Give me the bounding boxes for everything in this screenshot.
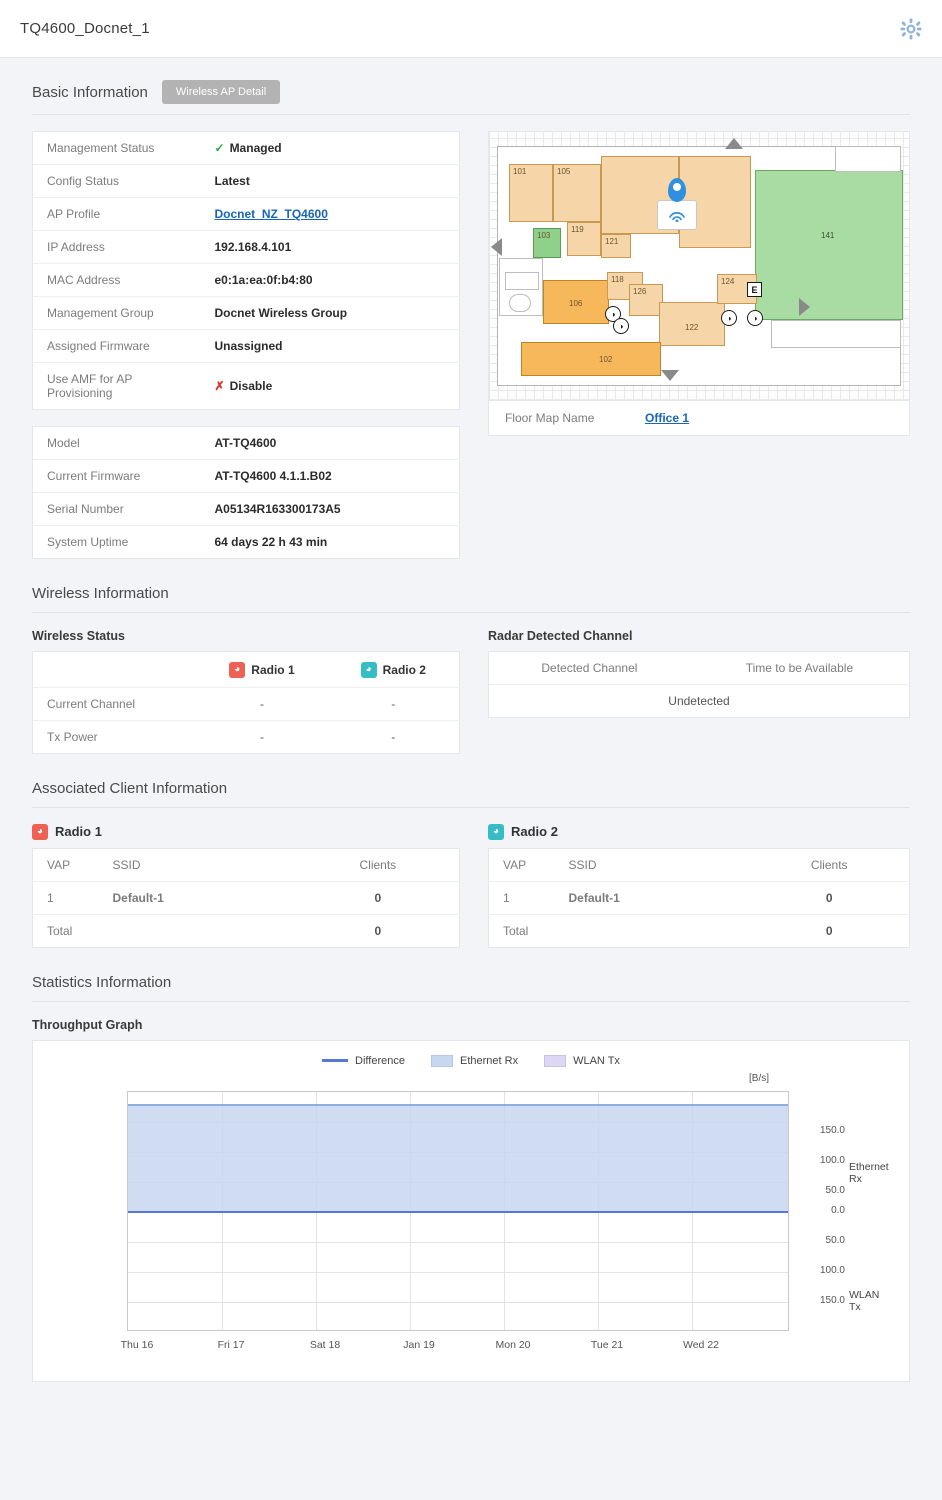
- radio2-header: [328, 652, 460, 688]
- x-tick: Jan 19: [403, 1338, 435, 1351]
- legend-item-ethernet-rx[interactable]: [431, 1055, 518, 1067]
- assigned-firmware-value: Unassigned: [201, 330, 460, 363]
- wifi-icon: ◕: [361, 662, 377, 678]
- page-content: [0, 58, 942, 1422]
- vap-value: 1: [33, 881, 99, 914]
- wifi-icon: ◕: [229, 662, 245, 678]
- check-icon: ✓: [214, 141, 225, 155]
- blank-header: [33, 652, 197, 688]
- tab-wireless-ap-detail[interactable]: Wireless AP Detail: [162, 80, 280, 104]
- radar-title: Radar Detected Channel: [488, 629, 633, 643]
- table-row: [489, 685, 910, 718]
- divider: [32, 807, 910, 808]
- room-101: 101: [509, 164, 553, 222]
- row-value: [201, 132, 460, 165]
- time-available-header: Time to be Available: [690, 652, 910, 685]
- room-bottom-right: [771, 320, 901, 348]
- y-tick: 150.0: [819, 1124, 845, 1136]
- row-label: Use AMF for AP Provisioning: [47, 372, 133, 400]
- clients-value: 0: [749, 881, 909, 914]
- wifi-icon: ◕: [32, 824, 48, 840]
- current-channel-radio2: -: [328, 687, 460, 720]
- axis-label-wlan-tx: WLAN Tx: [849, 1288, 880, 1313]
- clients-header: Clients: [749, 848, 909, 881]
- x-tick: Fri 17: [217, 1338, 245, 1351]
- x-tick: Thu 16: [120, 1338, 154, 1351]
- vap-header: VAP: [33, 848, 99, 881]
- ap-info-table: [32, 131, 460, 410]
- room-124: 124: [717, 274, 757, 304]
- cross-icon: ✗: [214, 379, 225, 393]
- management-status-value: Managed: [229, 141, 282, 155]
- table-row: [33, 687, 460, 720]
- total-label: Total: [47, 923, 73, 938]
- total-blank: [555, 914, 750, 947]
- floor-map-canvas[interactable]: [489, 132, 909, 400]
- chart-legend: [49, 1055, 893, 1067]
- associated-columns: [32, 824, 910, 948]
- row-label: IP Address: [33, 231, 201, 264]
- legend-label: Difference: [355, 1054, 405, 1067]
- table-row: [33, 460, 460, 493]
- section-statistics-information: [32, 974, 910, 991]
- legend-label: Ethernet Rx: [459, 1054, 519, 1067]
- section-associated-client-information: [32, 780, 910, 797]
- x-tick: Sat 18: [309, 1338, 341, 1351]
- ap-badge-icon: [657, 200, 697, 230]
- y-tick: 100.0: [819, 1264, 845, 1276]
- room-119: 119: [567, 222, 601, 256]
- table-row: [33, 330, 460, 363]
- table-row: [489, 914, 910, 947]
- section-associated-label: Associated Client Information: [32, 779, 228, 797]
- ap-device-icon[interactable]: ◑: [721, 310, 737, 326]
- radio1-name: Radio 1: [55, 824, 102, 839]
- ap-profile-link[interactable]: Docnet_NZ_TQ4600: [214, 207, 328, 221]
- arrow-right-icon: [799, 298, 810, 316]
- x-tick: Wed 22: [683, 1338, 719, 1351]
- table-row: [33, 198, 460, 231]
- row-label: Config Status: [33, 165, 201, 198]
- divider: [32, 612, 910, 613]
- radar-block: [488, 629, 910, 718]
- table-header-row: [489, 848, 910, 881]
- row-label: Management Status: [33, 132, 201, 165]
- wireless-status-block: [32, 629, 460, 754]
- legend-swatch-box: [431, 1055, 453, 1067]
- basic-columns: [32, 131, 910, 559]
- spacer: [32, 410, 460, 426]
- room-121: 121: [601, 234, 631, 258]
- room-top-right: [835, 146, 901, 172]
- room-126: 126: [629, 284, 663, 316]
- table-header-row: [33, 652, 460, 688]
- divider: [32, 1001, 910, 1002]
- total-blank: [99, 914, 297, 947]
- table-row: [489, 881, 910, 914]
- wireless-status-table: [32, 651, 460, 754]
- x-tick: Tue 21: [590, 1338, 624, 1351]
- section-basic-information: [32, 80, 910, 104]
- chart-unit-label: [B/s]: [749, 1072, 770, 1084]
- row-value: [201, 198, 460, 231]
- ap-device-icon[interactable]: ◑: [747, 310, 763, 326]
- total-clients: 0: [374, 923, 382, 938]
- wireless-status-title: Wireless Status: [32, 629, 125, 643]
- exit-marker-icon[interactable]: E: [747, 282, 762, 297]
- legend-item-wlan-tx[interactable]: [544, 1055, 620, 1067]
- row-label: Management Group: [33, 297, 201, 330]
- vap-header: VAP: [489, 848, 555, 881]
- management-group-value: Docnet Wireless Group: [201, 297, 460, 330]
- associated-radio2-block: [488, 824, 910, 948]
- floor-map-link[interactable]: Office 1: [645, 411, 690, 425]
- y-tick: 150.0: [819, 1294, 845, 1306]
- y-tick: 50.0: [825, 1184, 845, 1196]
- current-channel-radio1: -: [196, 687, 327, 720]
- radar-table: [488, 651, 910, 718]
- arrow-up-icon: [725, 138, 743, 149]
- table-row: [33, 493, 460, 526]
- room-103: 103: [533, 228, 561, 258]
- table-row: [33, 720, 460, 753]
- series-difference: [128, 1211, 788, 1213]
- map-card: [488, 131, 910, 436]
- room-122: 122: [659, 302, 725, 346]
- map-pin-icon[interactable]: [657, 188, 701, 230]
- radio1-header: [196, 652, 327, 688]
- throughput-chart-card: [32, 1040, 910, 1382]
- table-header-row: [489, 652, 910, 685]
- model-value: AT-TQ4600: [201, 427, 460, 460]
- legend-swatch-line: [322, 1059, 348, 1062]
- table-row: [33, 132, 460, 165]
- ap-device-icon[interactable]: ◑: [605, 306, 621, 322]
- row-label: MAC Address: [33, 264, 201, 297]
- row-label: AP Profile: [33, 198, 201, 231]
- tx-power-radio2: -: [391, 729, 396, 744]
- table-row: [33, 297, 460, 330]
- row-label: Assigned Firmware: [33, 330, 201, 363]
- ssid-value: Default-1: [99, 881, 297, 914]
- radar-status: Undetected: [668, 694, 730, 708]
- radio1-clients-table: [32, 848, 460, 948]
- system-uptime-value: 64 days 22 h 43 min: [214, 535, 328, 549]
- config-status-value: Latest: [201, 165, 460, 198]
- y-tick: 0.0: [831, 1204, 845, 1216]
- radio2-clients-table: [488, 848, 910, 948]
- total-label: Total: [503, 923, 529, 938]
- clients-value: 0: [297, 881, 460, 914]
- floor-map-label: Floor Map Name: [505, 411, 595, 425]
- table-row: [33, 264, 460, 297]
- current-firmware-value: AT-TQ4600 4.1.1.B02: [201, 460, 460, 493]
- room-105: 105: [553, 164, 601, 222]
- device-info-table: [32, 426, 460, 559]
- section-basic-label: Basic Information: [32, 83, 148, 101]
- table-row: [33, 526, 460, 559]
- pin-drop-icon: [668, 178, 686, 202]
- room-106: 106: [543, 280, 609, 324]
- throughput-graph-title: Throughput Graph: [32, 1017, 143, 1032]
- radio2-name: Radio 2: [511, 824, 558, 839]
- amf-provisioning-value: Disable: [229, 379, 273, 393]
- vap-value: 1: [489, 881, 555, 914]
- radio1-title: [32, 824, 460, 840]
- associated-radio1-block: [32, 824, 460, 948]
- gear-icon[interactable]: [900, 18, 922, 40]
- total-clients: 0: [825, 923, 833, 938]
- detected-channel-header: Detected Channel: [489, 652, 690, 685]
- radio1-label: Radio 1: [251, 662, 295, 677]
- section-wireless-label: Wireless Information: [32, 585, 169, 602]
- title-bar: [0, 0, 942, 58]
- legend-label: WLAN Tx: [573, 1054, 620, 1067]
- section-wireless-information: [32, 585, 910, 602]
- row-label: Current Channel: [33, 687, 197, 720]
- basic-left-column: [32, 131, 460, 559]
- arrow-left-icon: [491, 238, 502, 256]
- section-statistics-label: Statistics Information: [32, 973, 172, 991]
- clients-header: Clients: [297, 848, 460, 881]
- divider: [32, 114, 910, 115]
- ip-address-value: 192.168.4.101: [201, 231, 460, 264]
- room-118: 118: [607, 272, 643, 300]
- chart-plot-area: [49, 1073, 893, 1363]
- ssid-header: SSID: [555, 848, 750, 881]
- chart-canvas: [127, 1091, 789, 1331]
- floor-map-card: [488, 131, 910, 436]
- y-tick: 50.0: [825, 1234, 845, 1246]
- row-label: Serial Number: [33, 493, 201, 526]
- ssid-header: SSID: [99, 848, 297, 881]
- page-title: TQ4600_Docnet_1: [20, 20, 150, 37]
- ap-device-icon[interactable]: ◑: [613, 318, 629, 334]
- row-label: Current Firmware: [33, 460, 201, 493]
- radio2-label: Radio 2: [382, 662, 426, 677]
- series-ethernet-rx: [128, 1104, 788, 1212]
- table-row: [33, 363, 460, 410]
- row-label: Model: [33, 427, 201, 460]
- ssid-value: Default-1: [555, 881, 750, 914]
- row-label: Tx Power: [47, 729, 98, 744]
- table-row: [33, 881, 460, 914]
- tx-power-radio1: -: [259, 729, 264, 744]
- floor-map-footer: [489, 400, 909, 435]
- wifi-icon: ◕: [488, 824, 504, 840]
- y-tick: 100.0: [819, 1154, 845, 1166]
- room-141: 141: [755, 170, 903, 320]
- table-row: [33, 165, 460, 198]
- table-row: [33, 914, 460, 947]
- serial-number-value: A05134R163300173A5: [201, 493, 460, 526]
- legend-item-difference[interactable]: [322, 1055, 405, 1067]
- table-row: [33, 231, 460, 264]
- legend-swatch-box: [544, 1055, 566, 1067]
- radio2-title: [488, 824, 910, 840]
- mac-address-value: e0:1a:ea:0f:b4:80: [201, 264, 460, 297]
- axis-label-ethernet-rx: Ethernet Rx: [849, 1160, 889, 1185]
- table-row: [33, 427, 460, 460]
- room-102: 102: [521, 342, 661, 376]
- x-tick: Mon 20: [495, 1338, 531, 1351]
- table-header-row: [33, 848, 460, 881]
- wireless-columns: [32, 629, 910, 754]
- row-value: [201, 363, 460, 410]
- arrow-down-icon: [661, 370, 679, 381]
- row-label: System Uptime: [47, 535, 129, 549]
